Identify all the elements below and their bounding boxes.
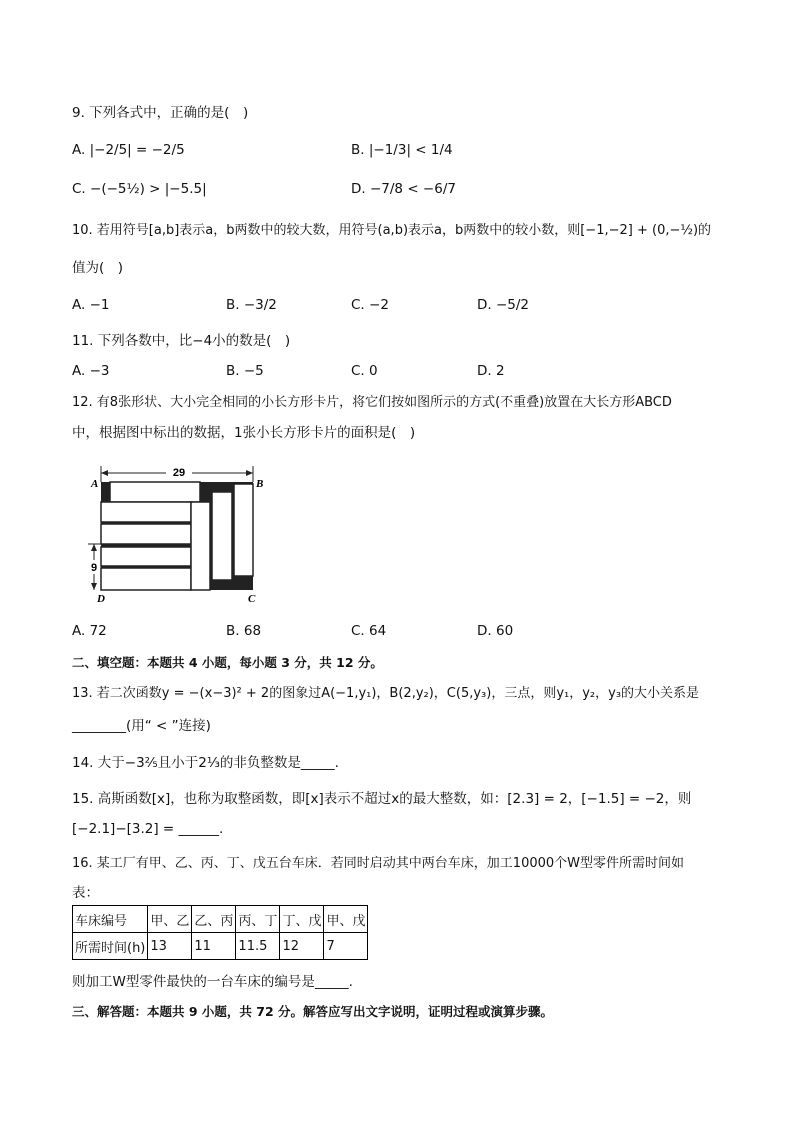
corner-label-a: A	[91, 478, 99, 490]
table-cell: 12	[280, 933, 324, 960]
corner-label-d: D	[97, 593, 105, 604]
q12-option-b: B. 68	[226, 623, 262, 639]
vertical-card	[234, 484, 253, 576]
q10-option-c: C. −2	[351, 297, 389, 313]
q10-option-a: A. −1	[72, 297, 110, 313]
corner-label-b: B	[256, 478, 264, 490]
side-dimension-label: 9	[90, 562, 98, 574]
q10-stem-line1: 10. 若用符号[a,b]表示a，b两数中的较大数，用符号(a,b)表示a，b两数中的较小数，则[−1,−2] + (0,−½)的	[72, 223, 712, 238]
q14-line1: 14. 大于−3⅖且小于2⅓的非负整数是_____.	[72, 755, 339, 771]
table-cell: 甲、戊	[324, 906, 368, 933]
arrow-down-icon	[91, 583, 97, 590]
q16-after-table: 则加工W型零件最快的一台车床的编号是_____.	[72, 974, 353, 990]
q10-option-b: B. −3/2	[226, 297, 277, 313]
table-row	[73, 933, 368, 960]
rectangle-cards-figure	[88, 462, 274, 604]
q16-line2: 表：	[72, 885, 99, 901]
q9-option-b: B. |−1/3| < 1/4	[351, 142, 453, 158]
vertical-card	[212, 492, 232, 580]
horizontal-card	[101, 547, 191, 566]
vertical-card	[191, 502, 210, 590]
q11-option-b: B. −5	[226, 363, 264, 379]
arrow-up-icon	[91, 544, 97, 551]
corner-label-c: C	[248, 593, 256, 604]
table-cell: 11	[192, 933, 236, 960]
arrow-right-icon	[246, 470, 253, 476]
top-dimension-label: 29	[172, 467, 186, 479]
q12-option-c: C. 64	[351, 623, 387, 639]
horizontal-card	[101, 524, 191, 544]
horizontal-card	[101, 568, 191, 590]
table-cell: 乙、丙	[192, 906, 236, 933]
table-cell: 甲、乙	[148, 906, 192, 933]
q9-stem: 9. 下列各式中，正确的是( )	[72, 105, 249, 121]
arrow-left-icon	[101, 470, 108, 476]
lathe-time-table	[72, 905, 368, 960]
q16-line1: 16. 某工厂有甲、乙、丙、丁、戊五台车床．若同时启动其中两台车床，加工10000个W型零件所需时间如	[72, 856, 685, 871]
q13-line2: ________(用“ < ”连接)	[72, 718, 211, 734]
table-cell: 7	[324, 933, 368, 960]
q13-line1: 13. 若二次函数y = −(x−3)² + 2的图象过A(−1,y₁)，B(2,y₂)，C(5,y₃)，三点，则y₁，y₂，y₃的大小关系是	[72, 686, 700, 701]
table-row	[73, 906, 368, 933]
table-cell: 丙、丁	[236, 906, 280, 933]
q11-stem: 11. 下列各数中，比−4小的数是( )	[72, 333, 291, 349]
q15-line1: 15. 高斯函数[x]，也称为取整函数，即[x]表示不超过x的最大整数，如：[2.3] = 2，[−1.5] = −2，则	[72, 791, 692, 807]
section-3-heading: 三、解答题：本题共 9 小题，共 72 分。解答应写出文字说明，证明过程或演算步骤。	[72, 1004, 554, 1019]
q12-option-d: D. 60	[477, 623, 514, 639]
q11-option-a: A. −3	[72, 363, 110, 379]
q10-option-d: D. −5/2	[477, 297, 530, 313]
q12-stem-line2: 中，根据图中标出的数据，1张小长方形卡片的面积是( )	[72, 425, 416, 441]
table-cell: 丁、戊	[280, 906, 324, 933]
q11-option-c: C. 0	[351, 363, 378, 379]
horizontal-card	[101, 502, 191, 522]
table-cell: 11.5	[236, 933, 280, 960]
section-2-heading: 二、填空题：本题共 4 小题，每小题 3 分，共 12 分。	[72, 655, 383, 670]
q9-option-a: A. |−2/5| = −2/5	[72, 142, 185, 158]
q15-line2: [−2.1]−[3.2] = ______.	[72, 821, 224, 837]
q9-option-d: D. −7/8 < −6/7	[351, 181, 456, 197]
q9-option-c: C. −(−5½) > |−5.5|	[72, 181, 207, 197]
q10-stem-line2: 值为( )	[72, 260, 124, 276]
q12-stem-line1: 12. 有8张形状、大小完全相同的小长方形卡片，将它们按如图所示的方式(不重叠)放置在大长方形ABCD	[72, 395, 672, 410]
q12-option-a: A. 72	[72, 623, 107, 639]
q11-option-d: D. 2	[477, 363, 505, 379]
table-cell: 13	[148, 933, 192, 960]
top-horizontal-card	[110, 482, 200, 502]
table-row-header: 所需时间(h)	[73, 933, 148, 960]
table-row-header: 车床编号	[73, 906, 148, 933]
